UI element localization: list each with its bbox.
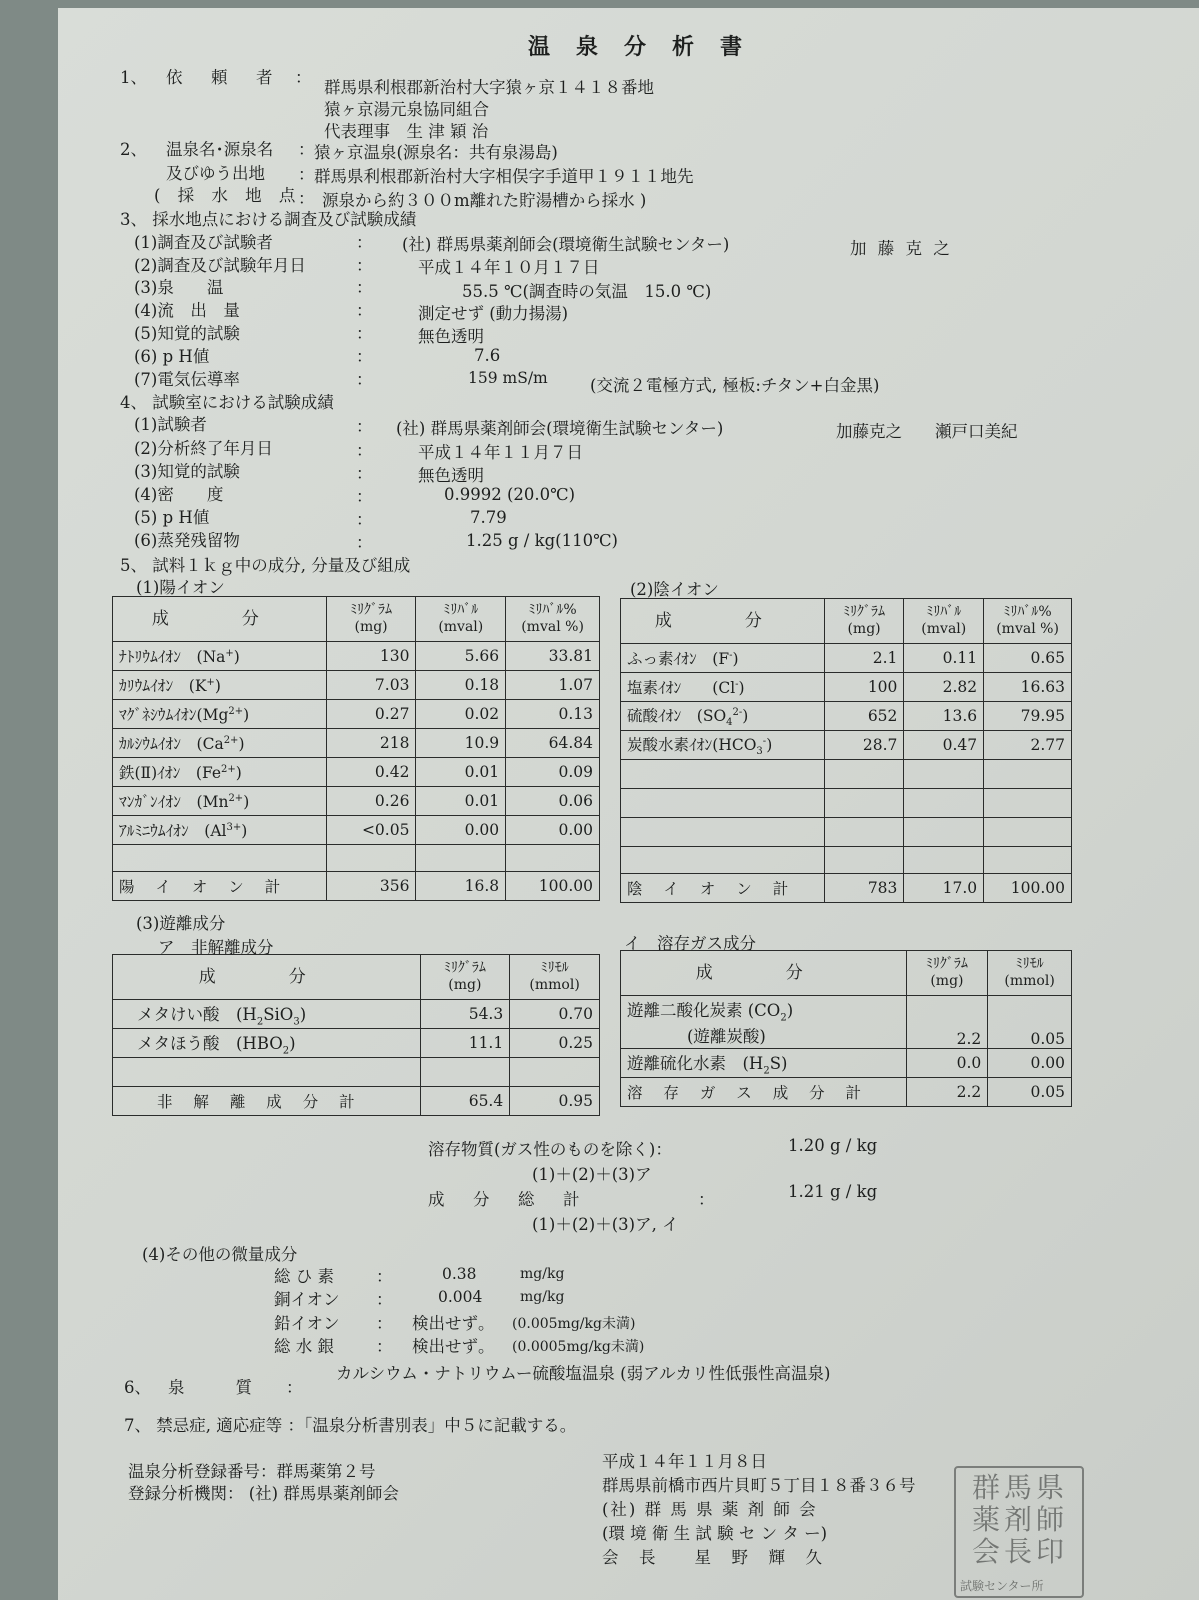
s2-colon2: ： [298,165,315,184]
s3-row-value: 測定せず (動力揚湯) [418,304,569,323]
col-header-pct: ﾐﾘﾊﾞﾙ% (mval %) [984,599,1072,644]
table-total-row [113,872,600,901]
s4-row-label: (6)蒸発残留物 [134,531,240,550]
issuer-head: 会 長 星 野 輝 久 [602,1548,824,1567]
ion-mg: <0.05 [326,816,416,845]
table-row-blank [621,789,1072,818]
ion-name: 塩素ｲｵﾝ (Cl-) [621,673,825,702]
col-header-mval: ﾐﾘﾊﾞﾙ (mval) [904,599,984,644]
total-components-colon: ： [698,1190,715,1209]
s6-colon: ： [286,1378,303,1397]
table-row [621,702,1072,731]
ion-name: ふっ素ｲｵﾝ (F-) [621,644,825,673]
s3-row-label: (2)調査及び試験年月日 [134,256,306,275]
s2-value3: 源泉から約３００m離れた貯湯槽から採水 ) [322,191,647,210]
trace-name: 鉛イオン [274,1314,340,1333]
ion-mg: 0.42 [326,758,416,787]
issuer-org1: (社) 群 馬 県 薬 剤 師 会 [602,1500,818,1519]
trace-value: 0.38 [442,1265,477,1283]
s7-text: 7、 禁忌症, 適応症等 ：「温泉分析書別表」中５に記載する。 [124,1416,577,1435]
ion-pct: 1.07 [506,671,600,700]
s4-row-label: (2)分析終了年月日 [134,439,273,458]
col-header-mg: ﾐﾘｸﾞﾗﾑ (mg) [420,955,510,1000]
table-row [113,1029,600,1058]
s6-label: 泉 質 [168,1378,258,1397]
trace-colon: ： [376,1267,393,1286]
ion-mg: 0.26 [326,787,416,816]
ion-mval: 13.6 [904,702,984,731]
s4-row-colon: ： [356,533,373,552]
s1-address: 群馬県利根郡新治村大字猿ヶ京１４１８番地 [324,78,654,97]
ion-mg: 2.1 [824,644,904,673]
col-header-mg: ﾐﾘｸﾞﾗﾑ (mg) [906,951,988,996]
issuer-address: 群馬県前橋市西片貝町５丁目１８番３６号 [602,1476,916,1495]
table-row-blank [113,1058,600,1087]
col-header-name: 成 分 [621,951,907,996]
trace-value: 検出せず｡ [412,1337,487,1356]
trace-value: 0.004 [438,1288,483,1306]
table-row [113,671,600,700]
component-mmol: 0.25 [510,1029,600,1058]
table-row-blank [113,845,600,872]
total-mg: 783 [824,874,904,903]
ion-pct: 0.65 [984,644,1072,673]
table-row [621,731,1072,760]
document-sheet [58,8,1199,1600]
total-components-label: 成 分 総 計 [428,1190,586,1209]
s4-row-value: 1.25 g / kg(110℃) [466,531,618,550]
ion-mval: 0.47 [904,731,984,760]
s3-row-value: 159 mS/m [468,369,548,387]
s4-row-value: 7.79 [470,508,507,527]
s1-number: 1、 [120,68,147,87]
gas-title: イ 溶存ガス成分 [624,934,756,953]
ion-pct: 64.84 [506,729,600,758]
s1-org: 猿ヶ京湯元泉協同組合 [324,100,489,119]
s3-row-extra: (交流２電極方式, 極板:チタン+白金黒) [590,376,880,395]
total-pct: 100.00 [984,874,1072,903]
ion-mval: 0.01 [416,787,506,816]
s3-row-colon: ： [356,256,373,275]
total-pct: 100.00 [506,872,600,901]
ion-name: 鉄(Ⅱ)ｲｵﾝ $(Fe^{2+})$ [113,758,327,787]
s3-heading: 3、 採水地点における調査及び試験成績 [120,210,417,229]
table-total-row [113,1087,600,1116]
table-row [621,644,1072,673]
table-header-row [113,597,600,642]
table-row [113,787,600,816]
trace-name: 総 水 銀 [274,1337,334,1356]
ion-mg: 100 [824,673,904,702]
s4-row-value: 平成１４年１１月７日 [418,443,583,462]
ion-pct: 0.09 [506,758,600,787]
total-components-value: 1.21 g / kg [788,1182,878,1201]
dissolved-formula: (1)＋(2)＋(3)ア [532,1165,652,1184]
s3-row-colon: ： [356,278,373,297]
s4-row-label: (1)試験者 [134,415,207,434]
ion-pct: 79.95 [984,702,1072,731]
table-row [113,1000,600,1029]
s3-row-value: 無色透明 [418,327,484,346]
ion-mval: 0.11 [904,644,984,673]
component-mg: 54.3 [420,1000,510,1029]
table-total-row [621,874,1072,903]
s4-row-extra: 加藤克之 瀬戸口美紀 [836,422,1018,441]
trace-unit: (0.0005mg/kg未満) [512,1339,645,1355]
s3-row-label: (6) p H値 [134,347,210,366]
total-mval: 17.0 [904,874,984,903]
s3-row-colon: ： [356,233,373,252]
cation-table [112,596,600,901]
col-header-mg: ﾐﾘｸﾞﾗﾑ (mg) [824,599,904,644]
ion-mval: 5.66 [416,642,506,671]
s3-row-value: 7.6 [474,346,501,365]
ion-name: ﾅﾄﾘｳﾑｲｵﾝ (Na+) [113,642,327,671]
ion-mg: 0.27 [326,700,416,729]
s2-label3: ( 採 水 地 点 [154,186,302,205]
col-header-mmol: ﾐﾘﾓﾙ (mmol) [510,955,600,1000]
s3-row-value: (社) 群馬県薬剤師会(環境衛生試験センター) [402,235,730,254]
ion-name: ﾏﾝｶﾞﾝｲｵﾝ $(Mn^{2+})$ [113,787,327,816]
table-row [113,700,600,729]
s4-row-colon: ： [356,487,373,506]
ion-mval: 0.18 [416,671,506,700]
s1-rep: 代表理事 生 津 穎 治 [324,122,489,141]
total-mg: 65.4 [420,1087,510,1116]
ion-mval: 0.01 [416,758,506,787]
total-mval: 16.8 [416,872,506,901]
s4-row-label: (3)知覚的試験 [134,462,240,481]
ion-mg: 28.7 [824,731,904,760]
ion-mg: 7.03 [326,671,416,700]
trace-unit: (0.005mg/kg未満) [512,1316,636,1332]
ion-mval: 10.9 [416,729,506,758]
nondiss-title: ア 非解離成分 [158,938,274,957]
s4-heading: 4、 試験室における試験成績 [120,393,334,412]
trace-unit: mg/kg [520,1289,565,1305]
total-label: 非 解 離 成 分 計 [113,1087,421,1116]
s2-value2: 群馬県利根郡新治村大字相俣字手道甲１９１１地先 [314,167,694,186]
component-mmol: 0.70 [510,1000,600,1029]
ion-name: ﾏｸﾞﾈｼｳﾑｲｵﾝ$(Mg^{2+})$ [113,700,327,729]
table-row [113,816,600,845]
table-header-row [113,955,600,1000]
s3-row-label: (1)調査及び試験者 [134,233,273,252]
ion-mval: 0.00 [416,816,506,845]
registration-org: 登録分析機関： (社) 群馬県薬剤師会 [128,1484,399,1503]
total-mg: 2.2 [906,1078,988,1107]
s3-row-colon: ： [356,324,373,343]
col-header-name: 成 分 [113,597,327,642]
ion-pct: 0.06 [506,787,600,816]
free-components-title: (3)遊離成分 [136,914,226,933]
component-mg: 2.2 [906,996,988,1049]
table-row [621,996,1072,1049]
col-header-name: 成 分 [621,599,825,644]
component-mg: 11.1 [420,1029,510,1058]
s3-row-label: (5)知覚的試験 [134,324,240,343]
component-mmol: 0.00 [988,1049,1072,1078]
component-name: メタけい酸 $(H_2SiO_3)$ [113,1000,421,1029]
trace-unit: mg/kg [520,1266,565,1282]
s3-row-label: (4)流 出 量 [134,301,240,320]
official-seal [954,1466,1084,1598]
issue-date: 平成１４年１１月８日 [602,1452,767,1471]
ion-pct: 2.77 [984,731,1072,760]
table-row [113,729,600,758]
s6-number: 6、 [124,1378,151,1397]
ion-mval: 0.02 [416,700,506,729]
total-label: 陰 イ オ ン 計 [621,874,825,903]
table-header-row [621,599,1072,644]
anion-table-title: (2)陰イオン [630,580,719,599]
component-name: メタほう酸 $(HBO_2)$ [113,1029,421,1058]
component-mmol: 0.05 [988,996,1072,1049]
document-title: 温泉分析書 [528,34,769,60]
dissolved-value: 1.20 g / kg [788,1136,878,1155]
total-mmol: 0.95 [510,1087,600,1116]
col-header-mval: ﾐﾘﾊﾞﾙ (mval) [416,597,506,642]
s4-row-value: 無色透明 [418,466,484,485]
s4-row-value: 0.9992 (20.0℃) [444,485,576,504]
s3-row-colon: ： [356,301,373,320]
component-mg: 0.0 [906,1049,988,1078]
nondiss-table [112,954,600,1116]
ion-mg: 130 [326,642,416,671]
s3-row-label: (3)泉 温 [134,278,224,297]
s1-colon: ： [295,68,312,87]
s2-label2: 及びゆう出地 [166,164,265,183]
s4-row-label: (4)密 度 [134,485,224,504]
table-row-blank [621,760,1072,789]
ion-name: ｶﾘｳﾑｲｵﾝ (K+) [113,671,327,700]
total-mg: 356 [326,872,416,901]
s4-row-colon: ： [356,417,373,436]
ion-name: 硫酸ｲｵﾝ $(SO_4^{2-})$ [621,702,825,731]
registration-number: 温泉分析登録番号：群馬薬第２号 [128,1462,376,1481]
trace-title: (4)その他の微量成分 [142,1245,298,1264]
trace-colon: ： [376,1337,393,1356]
table-row [113,758,600,787]
s2-value1: 猿ヶ京温泉(源泉名：共有泉湯島) [314,143,558,162]
table-row [621,1049,1072,1078]
s2-number: 2、 [120,140,147,159]
s6-value: カルシウム・ナトリウムー硫酸塩温泉 (弱アルカリ性低張性高温泉) [336,1364,831,1383]
table-header-row [621,951,1072,996]
col-header-mmol: ﾐﾘﾓﾙ (mmol) [988,951,1072,996]
ion-mg: 218 [326,729,416,758]
ion-pct: 33.81 [506,642,600,671]
seal-subtext: 試験センター所 [960,1579,1044,1593]
ion-name: ｱﾙﾐﾆｳﾑｲｵﾝ $(Al^{3+})$ [113,816,327,845]
issuer-org2: (環 境 衛 生 試 験 セ ン タ ー) [602,1524,828,1543]
component-name: 遊離二酸化炭素 $(CO_2)$ (遊離炭酸) [621,996,907,1049]
s4-row-colon: ： [356,441,373,460]
s4-row-colon: ： [356,510,373,529]
trace-value: 検出せず｡ [412,1314,487,1333]
trace-name: 総 ひ 素 [274,1267,334,1286]
s3-row-colon: ： [356,370,373,389]
table-row-blank [621,847,1072,874]
col-header-name: 成 分 [113,955,421,1000]
cation-table-title: (1)陽イオン [136,578,225,597]
dissolved-label: 溶存物質(ガス性のものを除く)： [428,1140,672,1159]
table-row-blank [621,818,1072,847]
s3-row-value: 55.5 ℃(調査時の気温 15.0 ℃) [462,282,712,301]
s3-row-value: 平成１４年１０月１７日 [418,258,600,277]
total-components-formula: (1)＋(2)＋(3)ア, イ [532,1215,679,1234]
ion-pct: 0.00 [506,816,600,845]
ion-name: ｶﾙｼｳﾑｲｵﾝ $(Ca^{2+})$ [113,729,327,758]
s2-label1: 温泉名･源泉名 [166,140,274,159]
s3-row-label: (7)電気伝導率 [134,370,240,389]
col-header-pct: ﾐﾘﾊﾞﾙ% (mval %) [506,597,600,642]
ion-mg: 652 [824,702,904,731]
s2-colon1: ： [298,140,315,159]
ion-mval: 2.82 [904,673,984,702]
total-mmol: 0.05 [988,1078,1072,1107]
table-total-row [621,1078,1072,1107]
trace-colon: ： [376,1314,393,1333]
s4-row-value: (社) 群馬県薬剤師会(環境衛生試験センター) [396,419,724,438]
s1-label: 依 頼 者 [166,68,279,87]
trace-name: 銅イオン [274,1290,340,1309]
s3-row-extra: 加 藤 克 之 [850,239,953,258]
ion-pct: 16.63 [984,673,1072,702]
s5-heading: 5、 試料１ｋｇ中の成分, 分量及び組成 [120,556,411,575]
seal-text: 群馬県薬剤師会長印 [971,1471,1068,1568]
total-label: 溶 存 ガ ス 成 分 計 [621,1078,907,1107]
table-row [621,673,1072,702]
total-label: 陽 イ オ ン 計 [113,872,327,901]
anion-table [620,598,1072,903]
gas-table [620,950,1072,1107]
col-header-mg: ﾐﾘｸﾞﾗﾑ (mg) [326,597,416,642]
s4-row-colon: ： [356,464,373,483]
s2-colon3: ： [298,189,315,208]
trace-colon: ： [376,1290,393,1309]
ion-name: 炭酸水素ｲｵﾝ$(HCO_3^-)$ [621,731,825,760]
table-row [113,642,600,671]
component-name: 遊離硫化水素 $(H_2S)$ [621,1049,907,1078]
s3-row-colon: ： [356,347,373,366]
s4-row-label: (5) p H値 [134,508,210,527]
ion-pct: 0.13 [506,700,600,729]
